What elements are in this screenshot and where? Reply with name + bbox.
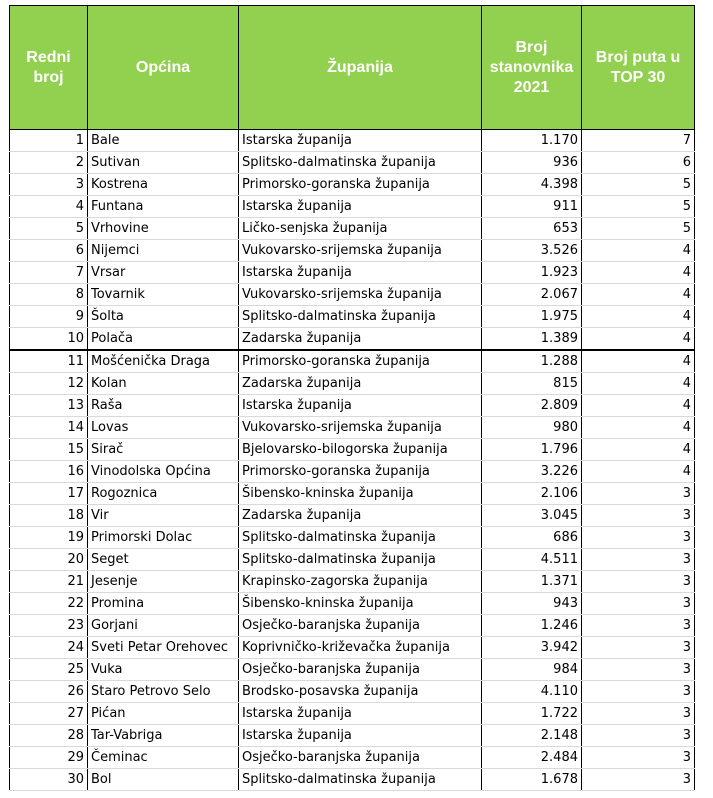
cell-municipality[interactable]: Čeminac — [88, 747, 239, 769]
cell-population[interactable]: 911 — [482, 196, 582, 218]
table-row[interactable] — [10, 483, 695, 505]
cell-county[interactable]: Istarska županija — [239, 703, 482, 725]
cell-population[interactable]: 2.067 — [482, 284, 582, 306]
table-row[interactable] — [10, 637, 695, 659]
header-county-label: Županija — [327, 58, 393, 76]
cell-top30[interactable]: 4 — [582, 328, 695, 351]
cell-county[interactable]: Istarska županija — [239, 395, 482, 417]
table-row[interactable] — [10, 703, 695, 725]
table-row[interactable] — [10, 593, 695, 615]
cell-population[interactable]: 1.923 — [482, 262, 582, 284]
cell-municipality[interactable]: Šolta — [88, 306, 239, 328]
cell-county[interactable]: Osječko-baranjska županija — [239, 615, 482, 637]
cell-top30[interactable]: 4 — [582, 284, 695, 306]
cell-population[interactable]: 2.148 — [482, 725, 582, 747]
table-row[interactable] — [10, 240, 695, 262]
cell-top30[interactable]: 3 — [582, 615, 695, 637]
cell-county[interactable]: Primorsko-goranska županija — [239, 461, 482, 483]
table-row[interactable] — [10, 505, 695, 527]
cell-county[interactable]: Splitsko-dalmatinska županija — [239, 769, 482, 791]
cell-rank[interactable]: 19 — [10, 527, 88, 549]
cell-top30[interactable]: 3 — [582, 571, 695, 593]
cell-county[interactable]: Istarska županija — [239, 196, 482, 218]
cell-population[interactable]: 4.398 — [482, 174, 582, 196]
table-row[interactable] — [10, 196, 695, 218]
cell-municipality[interactable]: Kolan — [88, 373, 239, 395]
cell-municipality[interactable]: Vir — [88, 505, 239, 527]
header-top30-line2: TOP 30 — [610, 68, 666, 86]
cell-top30[interactable]: 3 — [582, 637, 695, 659]
cell-municipality[interactable]: Kostrena — [88, 174, 239, 196]
cell-municipality[interactable]: Bol — [88, 769, 239, 791]
cell-rank[interactable]: 11 — [10, 350, 88, 373]
cell-population[interactable]: 1.288 — [482, 350, 582, 373]
cell-top30[interactable]: 4 — [582, 350, 695, 373]
cell-rank[interactable]: 30 — [10, 769, 88, 791]
cell-county[interactable]: Vukovarsko-srijemska županija — [239, 417, 482, 439]
cell-county[interactable]: Splitsko-dalmatinska županija — [239, 152, 482, 174]
cell-top30[interactable]: 3 — [582, 681, 695, 703]
table-row[interactable] — [10, 218, 695, 240]
cell-rank[interactable]: 16 — [10, 461, 88, 483]
cell-municipality[interactable]: Seget — [88, 549, 239, 571]
header-rank-line1: Redni — [26, 48, 71, 66]
cell-county[interactable]: Šibensko-kninska županija — [239, 593, 482, 615]
table-row[interactable] — [10, 152, 695, 174]
cell-municipality[interactable]: Funtana — [88, 196, 239, 218]
cell-county[interactable]: Vukovarsko-srijemska županija — [239, 284, 482, 306]
cell-rank[interactable]: 6 — [10, 240, 88, 262]
cell-rank[interactable]: 29 — [10, 747, 88, 769]
cell-population[interactable]: 980 — [482, 417, 582, 439]
table-row[interactable] — [10, 659, 695, 681]
table-row[interactable] — [10, 681, 695, 703]
header-top30[interactable] — [582, 6, 695, 130]
cell-top30[interactable]: 3 — [582, 593, 695, 615]
table-body — [10, 130, 695, 791]
cell-population[interactable]: 936 — [482, 152, 582, 174]
cell-top30[interactable]: 3 — [582, 725, 695, 747]
cell-municipality[interactable]: Sveti Petar Orehovec — [88, 637, 239, 659]
cell-population[interactable]: 1.371 — [482, 571, 582, 593]
cell-rank[interactable]: 7 — [10, 262, 88, 284]
cell-county[interactable]: Splitsko-dalmatinska županija — [239, 527, 482, 549]
cell-municipality[interactable]: Vuka — [88, 659, 239, 681]
table-row[interactable] — [10, 527, 695, 549]
cell-population[interactable]: 4.110 — [482, 681, 582, 703]
cell-rank[interactable]: 1 — [10, 130, 88, 152]
cell-county[interactable]: Primorsko-goranska županija — [239, 350, 482, 373]
table-row[interactable] — [10, 350, 695, 373]
cell-top30[interactable]: 4 — [582, 373, 695, 395]
cell-top30[interactable]: 3 — [582, 527, 695, 549]
cell-top30[interactable]: 3 — [582, 549, 695, 571]
cell-municipality[interactable]: Vrhovine — [88, 218, 239, 240]
spreadsheet — [9, 5, 695, 791]
cell-municipality[interactable]: Vrsar — [88, 262, 239, 284]
cell-population[interactable]: 4.511 — [482, 549, 582, 571]
cell-top30[interactable]: 5 — [582, 218, 695, 240]
cell-municipality[interactable]: Nijemci — [88, 240, 239, 262]
cell-rank[interactable]: 20 — [10, 549, 88, 571]
cell-rank[interactable]: 14 — [10, 417, 88, 439]
cell-population[interactable]: 3.942 — [482, 637, 582, 659]
cell-population[interactable]: 815 — [482, 373, 582, 395]
table-row[interactable] — [10, 284, 695, 306]
cell-municipality[interactable]: Pićan — [88, 703, 239, 725]
cell-rank[interactable]: 8 — [10, 284, 88, 306]
cell-top30[interactable]: 3 — [582, 483, 695, 505]
cell-population[interactable]: 3.045 — [482, 505, 582, 527]
cell-county[interactable]: Koprivničko-križevačka županija — [239, 637, 482, 659]
table-row[interactable] — [10, 461, 695, 483]
cell-top30[interactable]: 4 — [582, 262, 695, 284]
cell-population[interactable]: 1.389 — [482, 328, 582, 351]
cell-municipality[interactable]: Lovas — [88, 417, 239, 439]
table-row[interactable] — [10, 571, 695, 593]
cell-top30[interactable]: 4 — [582, 461, 695, 483]
cell-rank[interactable]: 17 — [10, 483, 88, 505]
cell-top30[interactable]: 5 — [582, 196, 695, 218]
header-municipality[interactable] — [88, 6, 239, 130]
cell-municipality[interactable]: Bale — [88, 130, 239, 152]
cell-rank[interactable]: 23 — [10, 615, 88, 637]
cell-municipality[interactable]: Raša — [88, 395, 239, 417]
cell-county[interactable]: Bjelovarsko-bilogorska županija — [239, 439, 482, 461]
cell-population[interactable]: 653 — [482, 218, 582, 240]
cell-county[interactable]: Zadarska županija — [239, 505, 482, 527]
cell-municipality[interactable]: Staro Petrovo Selo — [88, 681, 239, 703]
table-row[interactable] — [10, 747, 695, 769]
cell-county[interactable]: Osječko-baranjska županija — [239, 747, 482, 769]
table-row[interactable] — [10, 373, 695, 395]
cell-rank[interactable]: 22 — [10, 593, 88, 615]
cell-rank[interactable]: 28 — [10, 725, 88, 747]
cell-county[interactable]: Istarska županija — [239, 725, 482, 747]
cell-county[interactable]: Brodsko-posavska županija — [239, 681, 482, 703]
cell-population[interactable]: 2.809 — [482, 395, 582, 417]
header-top30-line1: Broj puta u — [595, 48, 681, 66]
cell-municipality[interactable]: Sutivan — [88, 152, 239, 174]
cell-county[interactable]: Osječko-baranjska županija — [239, 659, 482, 681]
cell-municipality[interactable]: Promina — [88, 593, 239, 615]
table-row[interactable] — [10, 725, 695, 747]
cell-population[interactable]: 3.526 — [482, 240, 582, 262]
cell-rank[interactable]: 26 — [10, 681, 88, 703]
cell-rank[interactable]: 3 — [10, 174, 88, 196]
cell-municipality[interactable]: Mošćenička Draga — [88, 350, 239, 373]
table-row[interactable] — [10, 395, 695, 417]
table-row[interactable] — [10, 328, 695, 351]
table-row[interactable] — [10, 306, 695, 328]
header-population-line1: Broj — [515, 38, 548, 56]
cell-county[interactable]: Splitsko-dalmatinska županija — [239, 549, 482, 571]
cell-population[interactable]: 1.678 — [482, 769, 582, 791]
table-row[interactable] — [10, 130, 695, 152]
cell-rank[interactable]: 2 — [10, 152, 88, 174]
cell-top30[interactable]: 5 — [582, 174, 695, 196]
table-row[interactable] — [10, 174, 695, 196]
table-row[interactable] — [10, 262, 695, 284]
cell-municipality[interactable]: Rogoznica — [88, 483, 239, 505]
cell-top30[interactable]: 7 — [582, 130, 695, 152]
cell-population[interactable]: 1.246 — [482, 615, 582, 637]
cell-rank[interactable]: 21 — [10, 571, 88, 593]
table-header — [10, 6, 695, 130]
cell-county[interactable]: Zadarska županija — [239, 328, 482, 351]
cell-municipality[interactable]: Tar-Vabriga — [88, 725, 239, 747]
cell-county[interactable]: Ličko-senjska županija — [239, 218, 482, 240]
cell-population[interactable]: 1.170 — [482, 130, 582, 152]
table-row[interactable] — [10, 615, 695, 637]
cell-population[interactable]: 2.484 — [482, 747, 582, 769]
cell-county[interactable]: Krapinsko-zagorska županija — [239, 571, 482, 593]
cell-top30[interactable]: 4 — [582, 306, 695, 328]
cell-top30[interactable]: 6 — [582, 152, 695, 174]
cell-county[interactable]: Istarska županija — [239, 130, 482, 152]
cell-municipality[interactable]: Jesenje — [88, 571, 239, 593]
cell-municipality[interactable]: Gorjani — [88, 615, 239, 637]
header-county[interactable] — [239, 6, 482, 130]
cell-county[interactable]: Zadarska županija — [239, 373, 482, 395]
cell-population[interactable]: 686 — [482, 527, 582, 549]
cell-top30[interactable]: 3 — [582, 769, 695, 791]
cell-rank[interactable]: 27 — [10, 703, 88, 725]
cell-municipality[interactable]: Polača — [88, 328, 239, 351]
cell-top30[interactable]: 4 — [582, 417, 695, 439]
header-rank-line2: broj — [33, 68, 64, 86]
cell-rank[interactable]: 25 — [10, 659, 88, 681]
cell-rank[interactable]: 9 — [10, 306, 88, 328]
header-population-line2: stanovnika — [489, 58, 574, 76]
cell-top30[interactable]: 3 — [582, 659, 695, 681]
header-rank[interactable] — [10, 6, 88, 130]
table-row[interactable] — [10, 439, 695, 461]
cell-municipality[interactable]: Sirač — [88, 439, 239, 461]
cell-rank[interactable]: 13 — [10, 395, 88, 417]
header-municipality-label: Općina — [135, 58, 191, 76]
table-row[interactable] — [10, 769, 695, 791]
cell-top30[interactable]: 4 — [582, 439, 695, 461]
cell-population[interactable]: 984 — [482, 659, 582, 681]
cell-rank[interactable]: 15 — [10, 439, 88, 461]
cell-rank[interactable]: 24 — [10, 637, 88, 659]
cell-top30[interactable]: 4 — [582, 240, 695, 262]
cell-rank[interactable]: 12 — [10, 373, 88, 395]
cell-county[interactable]: Istarska županija — [239, 262, 482, 284]
cell-county[interactable]: Primorsko-goranska županija — [239, 174, 482, 196]
municipality-table — [9, 5, 695, 791]
cell-municipality[interactable]: Primorski Dolac — [88, 527, 239, 549]
cell-top30[interactable]: 3 — [582, 747, 695, 769]
cell-population[interactable]: 2.106 — [482, 483, 582, 505]
cell-rank[interactable]: 4 — [10, 196, 88, 218]
cell-rank[interactable]: 10 — [10, 328, 88, 351]
cell-county[interactable]: Splitsko-dalmatinska županija — [239, 306, 482, 328]
cell-top30[interactable]: 3 — [582, 703, 695, 725]
cell-top30[interactable]: 4 — [582, 395, 695, 417]
table-row[interactable] — [10, 549, 695, 571]
cell-top30[interactable]: 3 — [582, 505, 695, 527]
header-population-line3: 2021 — [513, 78, 550, 96]
cell-population[interactable]: 943 — [482, 593, 582, 615]
cell-municipality[interactable]: Vinodolska Općina — [88, 461, 239, 483]
cell-population[interactable]: 1.796 — [482, 439, 582, 461]
cell-population[interactable]: 3.226 — [482, 461, 582, 483]
cell-municipality[interactable]: Tovarnik — [88, 284, 239, 306]
cell-county[interactable]: Šibensko-kninska županija — [239, 483, 482, 505]
header-row — [10, 6, 695, 130]
cell-county[interactable]: Vukovarsko-srijemska županija — [239, 240, 482, 262]
cell-population[interactable]: 1.975 — [482, 306, 582, 328]
cell-rank[interactable]: 5 — [10, 218, 88, 240]
cell-population[interactable]: 1.722 — [482, 703, 582, 725]
header-population[interactable] — [482, 6, 582, 130]
cell-rank[interactable]: 18 — [10, 505, 88, 527]
table-row[interactable] — [10, 417, 695, 439]
